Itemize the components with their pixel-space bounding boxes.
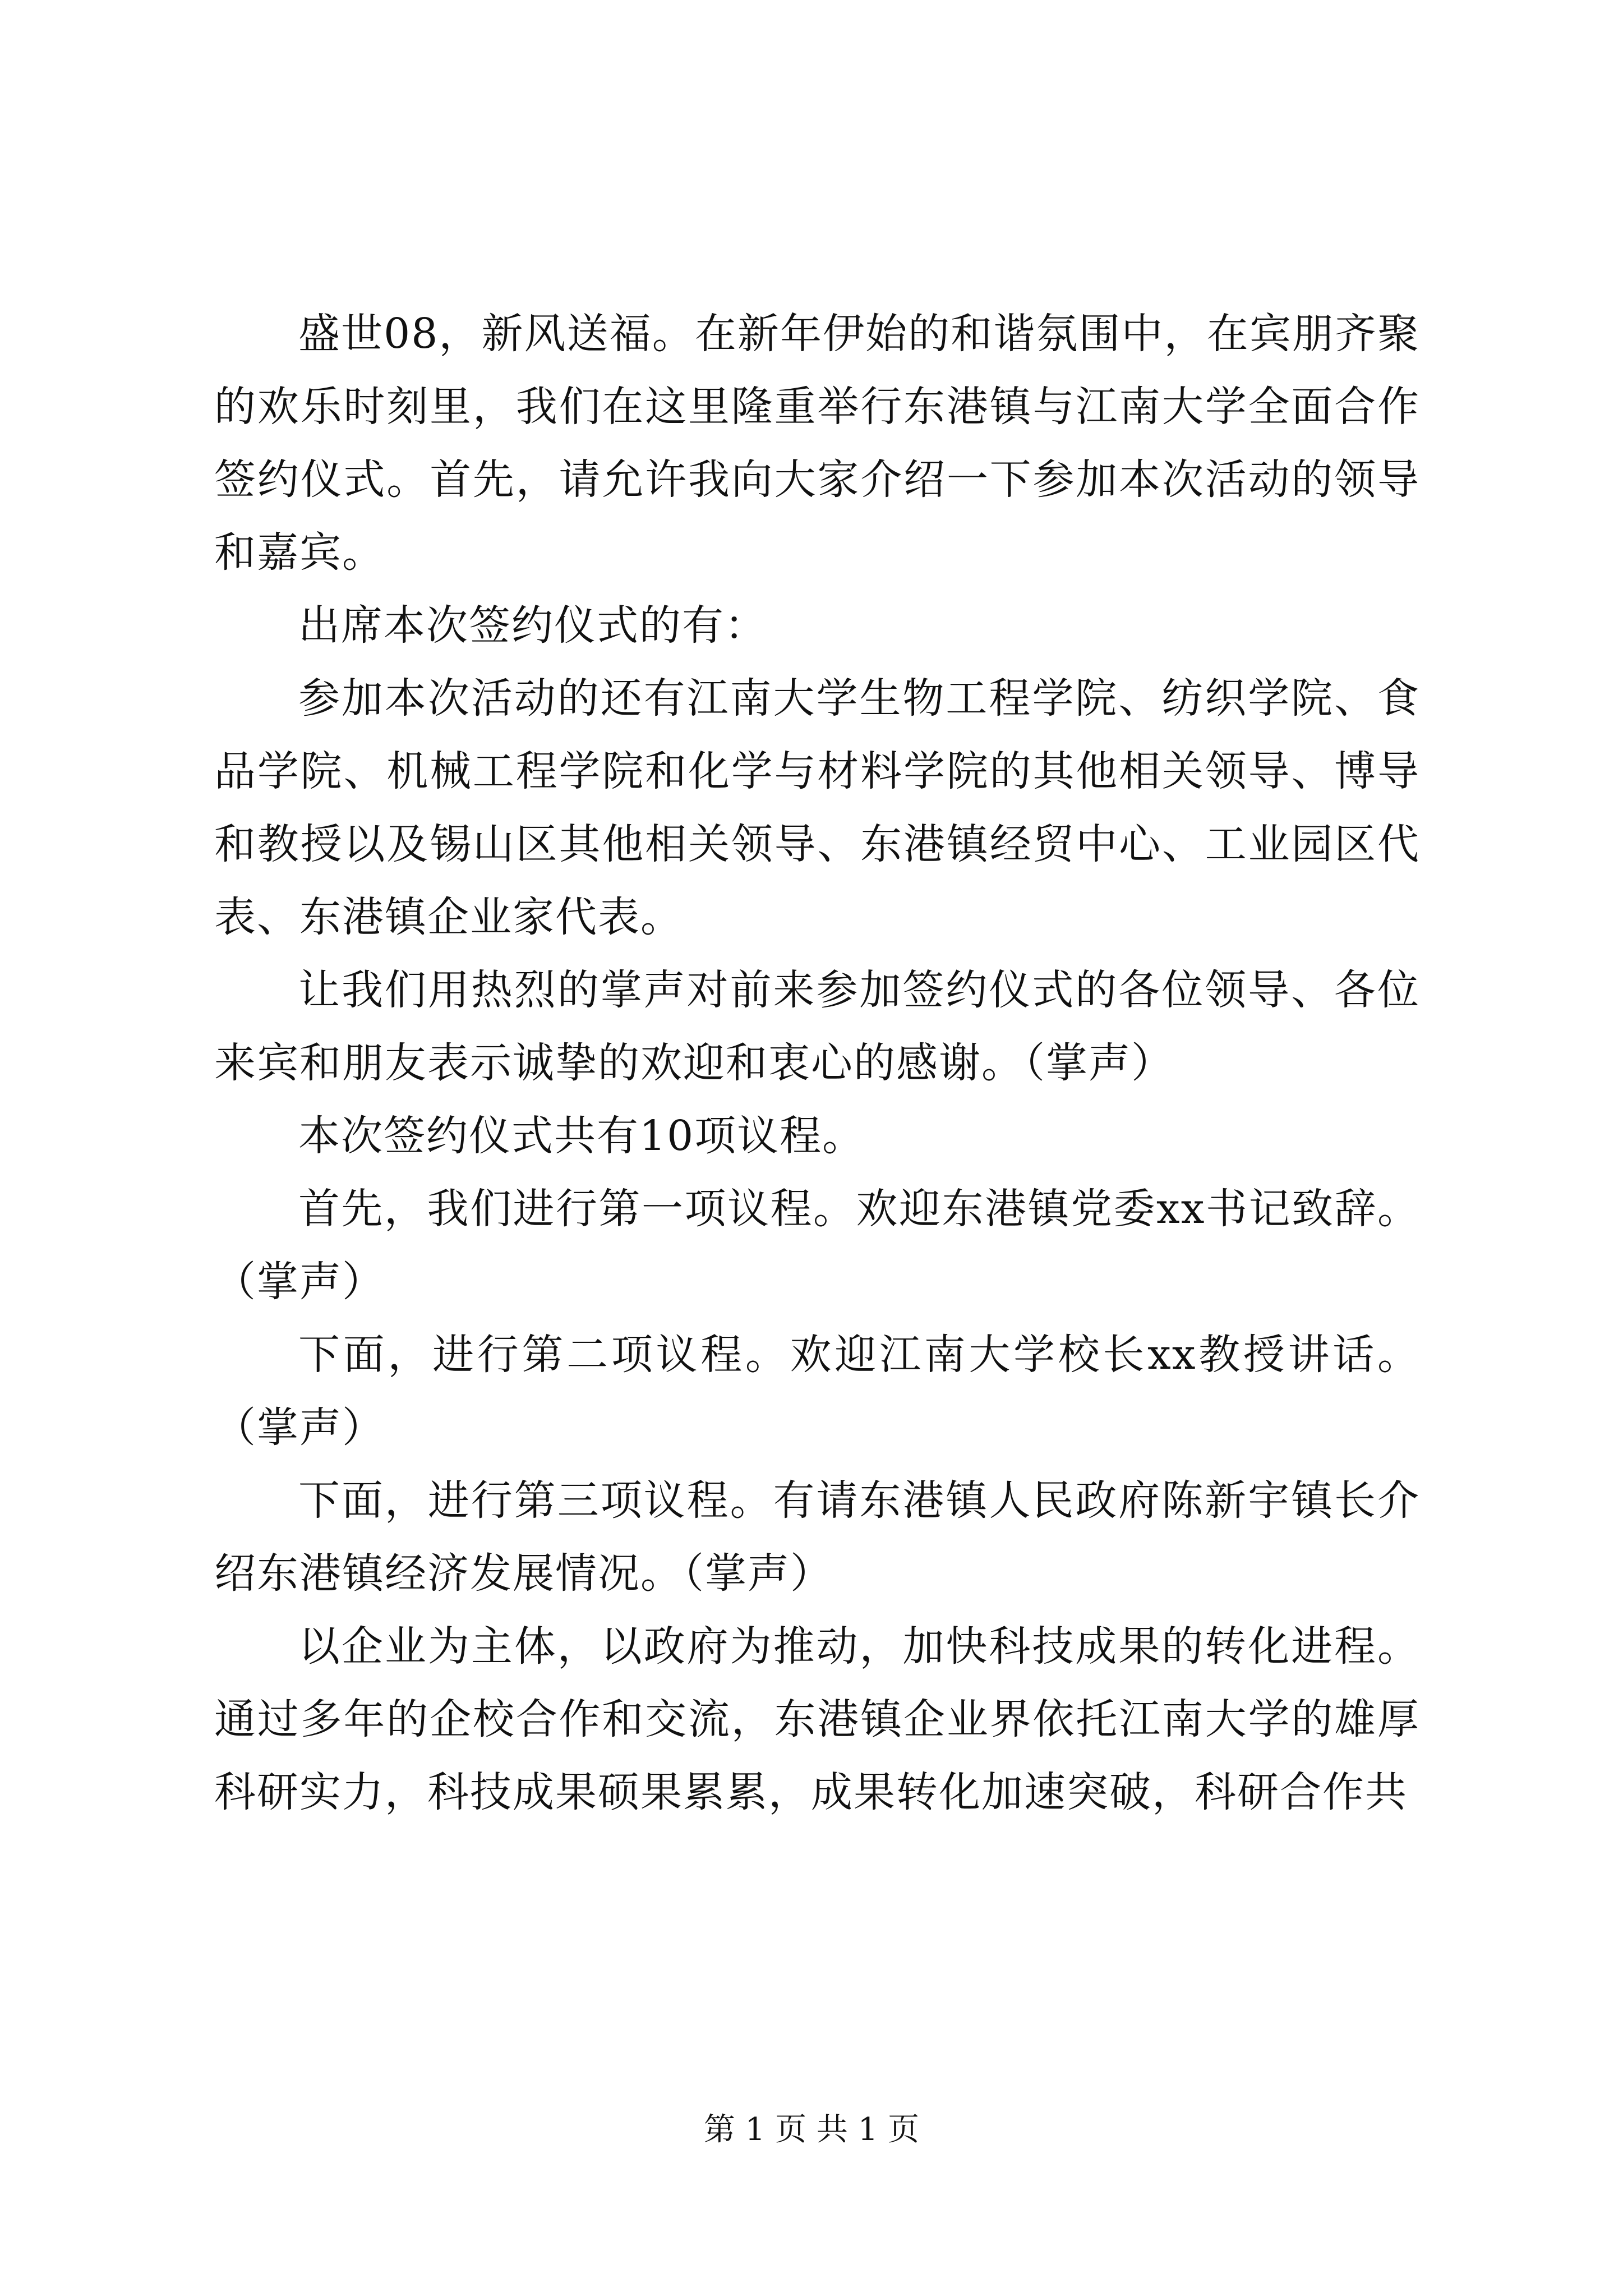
paragraph: 本次签约仪式共有10项议程。	[298, 1112, 865, 1160]
paragraph: 以企业为主体，以政府为推动，加快科技成果的转化进程。通过多年的企校合作和交流，东港镇企业界依托江南大学的雄厚科研实力，科技成果硕果累累，成果转化加速突破，科研合作共	[214, 1622, 1420, 1816]
paragraph: 参加本次活动的还有江南大学生物工程学院、纺织学院、食品学院、机械工程学院和化学与材料学院的其他相关领导、博导和教授以及锡山区其他相关领导、东港镇经贸中心、工业园区代表、东港镇企业家代表。	[214, 674, 1420, 941]
paragraph: 出席本次签约仪式的有：	[298, 601, 767, 650]
paragraph: 下面，进行第二项议程。欢迎江南大学校长xx教授讲话。（掌声）	[214, 1331, 1420, 1452]
paragraph: 下面，进行第三项议程。有请东港镇人民政府陈新宇镇长介绍东港镇经济发展情况。（掌声）	[214, 1476, 1420, 1598]
paragraph: 盛世08，新风送福。在新年伊始的和谐氛围中，在宾朋齐聚的欢乐时刻里，我们在这里隆重举行东港镇与江南大学全面合作签约仪式。首先，请允许我向大家介绍一下参加本次活动的领导和嘉宾。	[214, 310, 1420, 577]
paragraph: 让我们用热烈的掌声对前来参加签约仪式的各位领导、各位来宾和朋友表示诚挚的欢迎和衷心的感谢。（掌声）	[214, 966, 1420, 1087]
page-number-footer: 第 1 页 共 1 页	[703, 2111, 920, 2148]
document-body	[214, 297, 1420, 1829]
paragraph: 首先，我们进行第一项议程。欢迎东港镇党委xx书记致辞。（掌声）	[214, 1185, 1420, 1306]
